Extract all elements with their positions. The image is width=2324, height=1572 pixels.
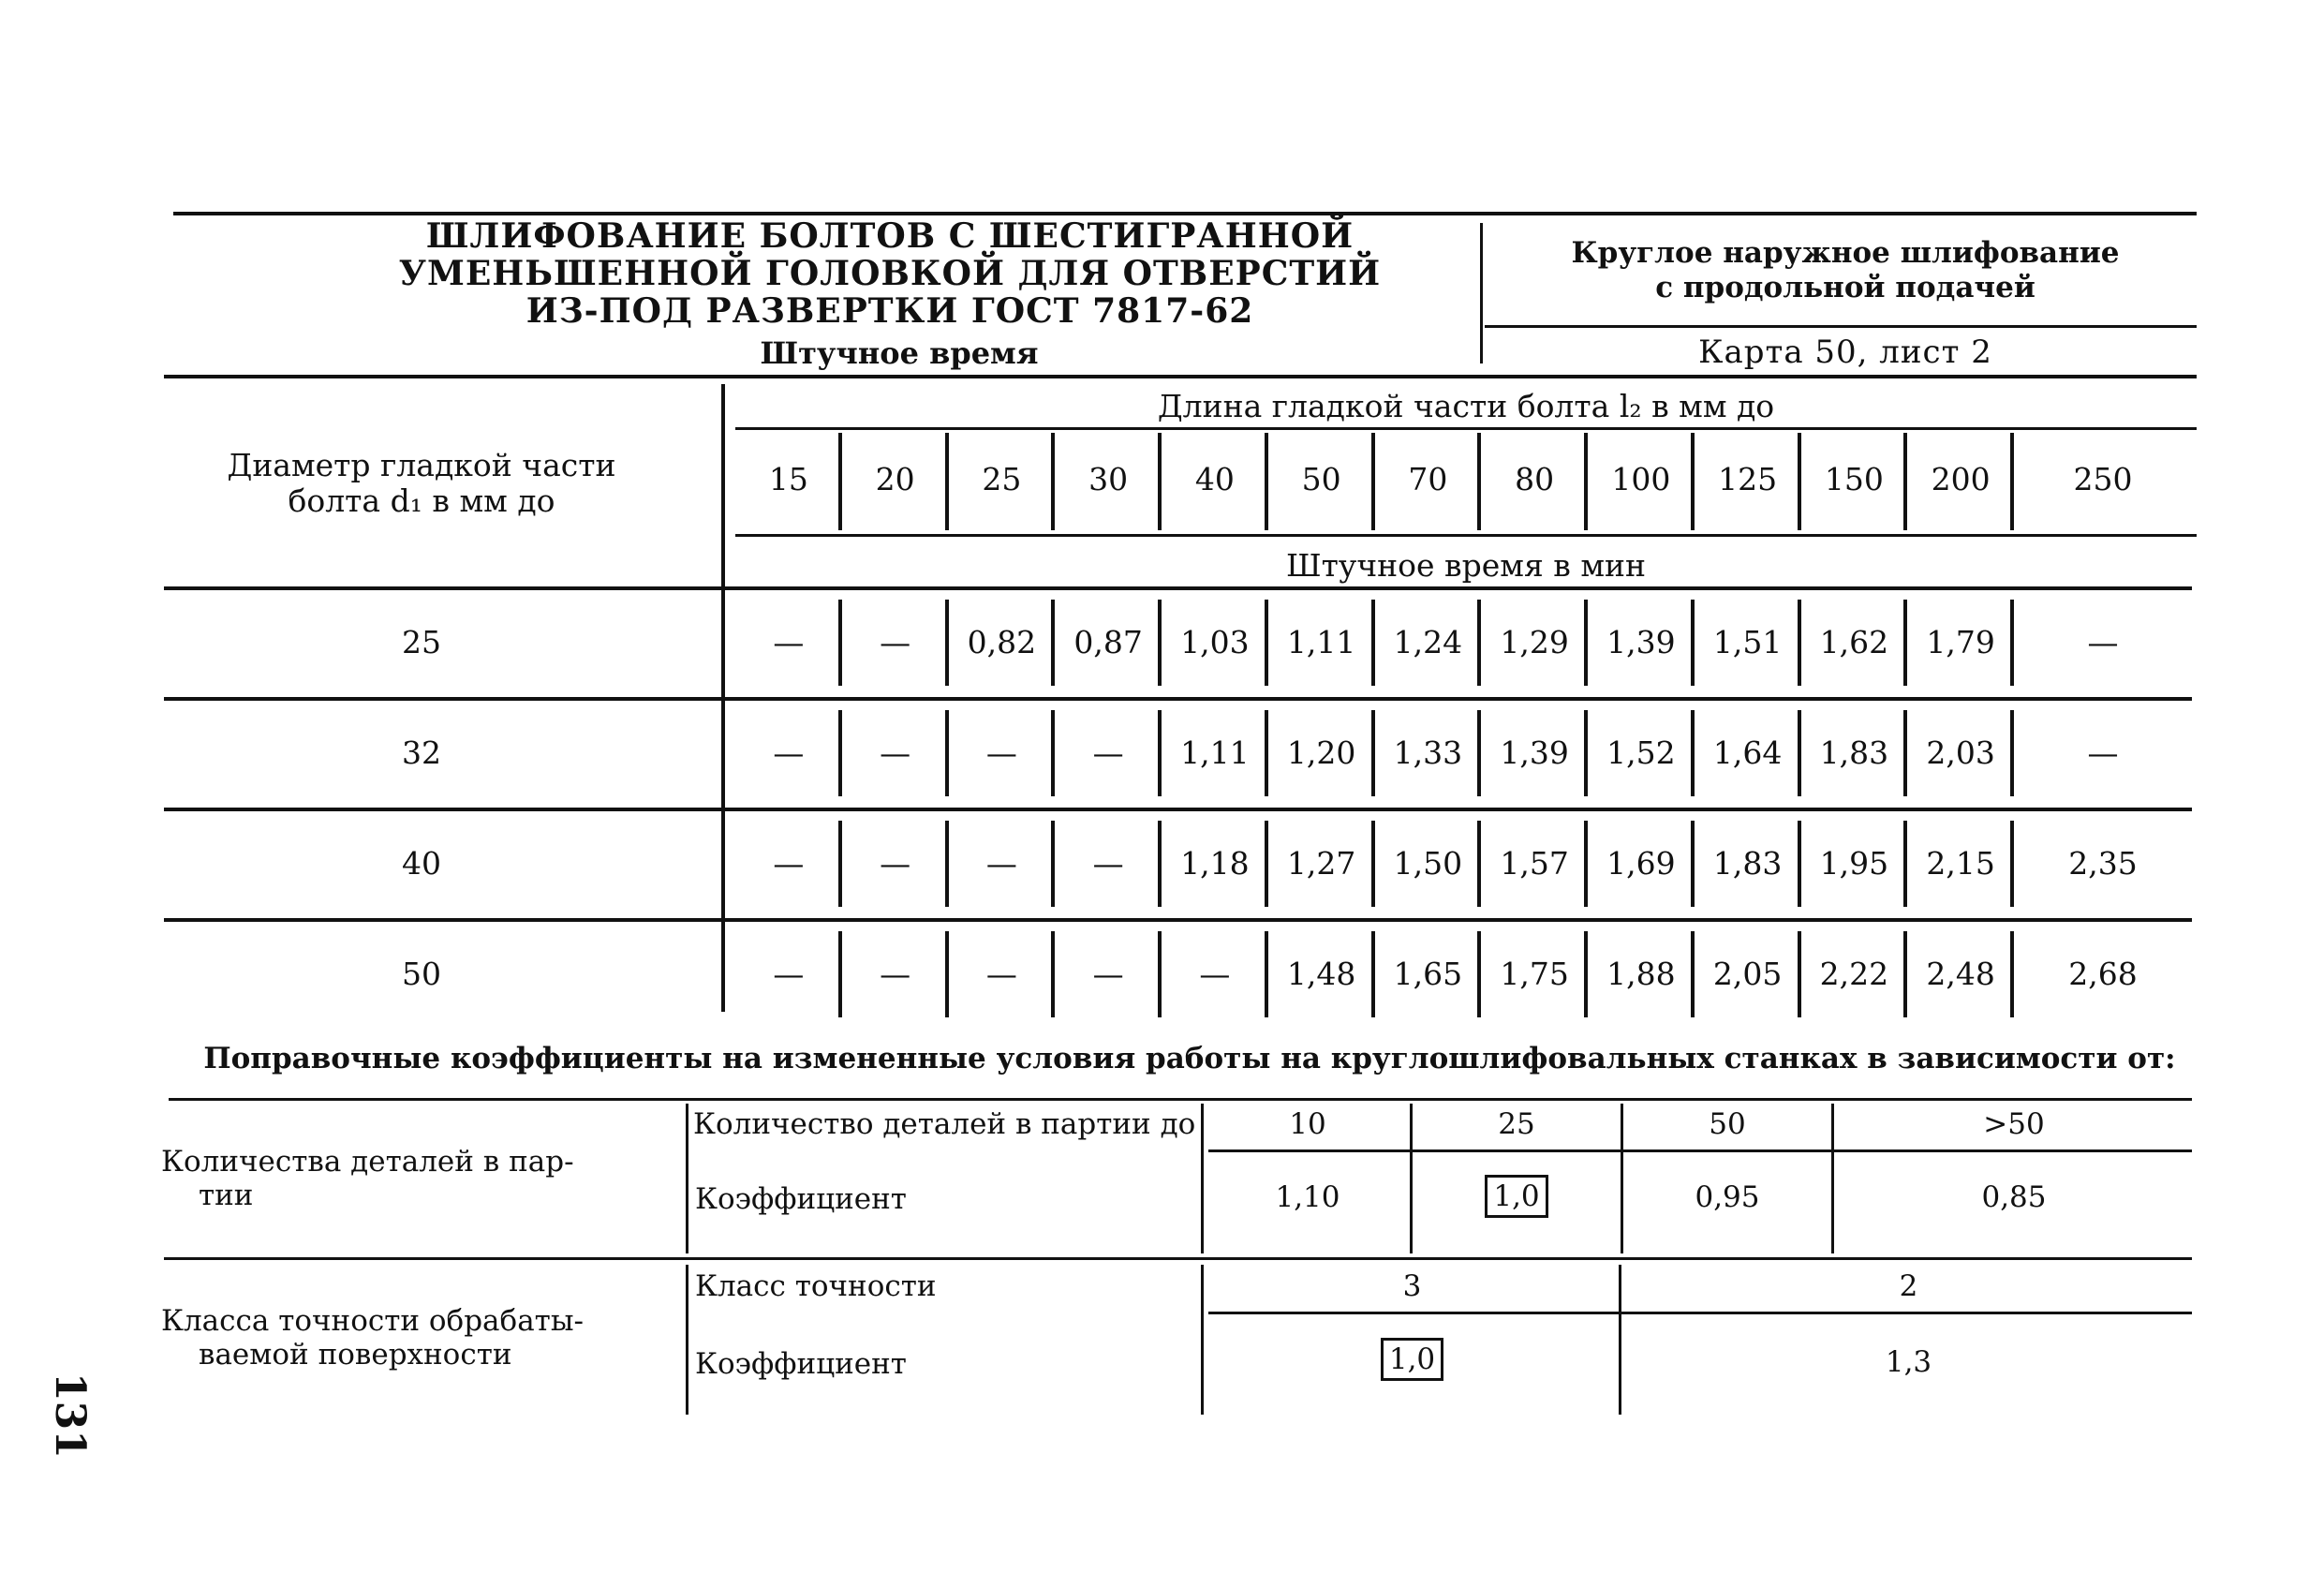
qty-div-1 — [1201, 1104, 1204, 1253]
time-col-divider — [1798, 821, 1801, 907]
time-cell: 1,11 — [1180, 734, 1250, 771]
acc-mid-rule — [1208, 1312, 2192, 1314]
time-cell: — — [880, 624, 911, 660]
time-col-divider — [1903, 931, 1907, 1017]
time-col-divider — [945, 600, 949, 686]
time-col-divider — [838, 600, 842, 686]
length-col-divider — [1051, 433, 1055, 530]
time-col-divider — [1371, 600, 1375, 686]
page-title — [309, 217, 1471, 330]
time-cell: 2,03 — [1926, 734, 1995, 771]
qty-coef-3: 0,95 — [1695, 1180, 1760, 1214]
time-cell: 0,82 — [967, 624, 1037, 660]
time-col-divider — [838, 710, 842, 796]
length-col-divider — [1371, 433, 1375, 530]
qty-label-line-2: тии — [199, 1179, 254, 1212]
time-caption: Штучное время в мин — [1286, 547, 1646, 584]
time-col-divider — [1798, 710, 1801, 796]
time-col-divider — [1477, 710, 1481, 796]
time-cell: 1,95 — [1819, 845, 1889, 882]
time-cell: — — [880, 845, 911, 882]
time-cell: 1,39 — [1606, 624, 1676, 660]
title-line-3: ИЗ-ПОД РАЗВЕРТКИ ГОСТ 7817-62 — [525, 291, 1254, 331]
qty-coef-2-wrap — [1414, 1175, 1619, 1218]
time-col-divider — [945, 931, 949, 1017]
time-cell: 1,27 — [1286, 845, 1356, 882]
time-col-divider — [1798, 600, 1801, 686]
header-divider — [1480, 223, 1483, 363]
acc-top-rule — [164, 1257, 2192, 1260]
length-col-1: 20 — [875, 461, 915, 497]
time-cell: — — [880, 734, 911, 771]
time-col-divider — [1051, 710, 1055, 796]
acc-label-line-2: ваемой поверхности — [199, 1338, 512, 1372]
time-cell: 2,68 — [2068, 956, 2138, 992]
corrections-title: Поправочные коэффициенты на измененные условия работы на круглошлифовальных станках в зависимости от: — [203, 1042, 2176, 1075]
row-rule — [164, 808, 2192, 811]
row-header — [187, 448, 656, 519]
acc-coef-1: 1,0 — [1381, 1338, 1443, 1381]
row-diameter: 32 — [402, 734, 441, 771]
qty-coef-4: 0,85 — [1981, 1180, 2047, 1214]
time-col-divider — [1584, 821, 1588, 907]
qty-div-4 — [1831, 1104, 1834, 1253]
time-cell: — — [985, 734, 1017, 771]
row-rule — [164, 918, 2192, 922]
time-col-divider — [1584, 931, 1588, 1017]
row-diameter: 50 — [402, 956, 441, 992]
time-cell: — — [773, 624, 805, 660]
qty-top-rule — [169, 1098, 2192, 1101]
length-col-6: 70 — [1408, 461, 1448, 497]
operation-title — [1499, 236, 2192, 305]
time-cell: — — [1092, 734, 1124, 771]
card-number: Карта 50, лист 2 — [1698, 334, 1992, 371]
row-header-line-1: Диаметр гладкой части — [227, 447, 616, 483]
time-col-divider — [1158, 710, 1162, 796]
time-col-divider — [2010, 600, 2014, 686]
time-col-divider — [1477, 931, 1481, 1017]
qty-div-2 — [1410, 1104, 1413, 1253]
time-cell: 1,33 — [1393, 734, 1463, 771]
row-header-line-2: болта d₁ в мм до — [288, 482, 555, 519]
time-cell: — — [773, 734, 805, 771]
qty-mid-rule — [1208, 1149, 2192, 1152]
col-header-rule — [735, 427, 2197, 430]
time-col-divider — [1158, 931, 1162, 1017]
time-cell: — — [985, 845, 1017, 882]
time-col-divider — [1584, 600, 1588, 686]
acc-left-divider — [686, 1265, 688, 1415]
time-cell: 1,52 — [1606, 734, 1676, 771]
table-top-rule — [164, 375, 2197, 378]
time-col-divider — [1051, 931, 1055, 1017]
time-cell: — — [880, 956, 911, 992]
qty-label-line-1: Количества деталей в пар- — [161, 1145, 574, 1179]
time-cell: 1,18 — [1180, 845, 1250, 882]
time-cell: 1,88 — [1606, 956, 1676, 992]
acc-label — [161, 1304, 648, 1372]
length-col-divider — [1798, 433, 1801, 530]
time-col-divider — [1265, 931, 1268, 1017]
time-col-divider — [1051, 600, 1055, 686]
qty-div-3 — [1621, 1104, 1623, 1253]
qty-label — [161, 1145, 629, 1212]
title-line-1: ШЛИФОВАНИЕ БОЛТОВ С ШЕСТИГРАННОЙ — [425, 216, 1354, 256]
length-col-divider — [1158, 433, 1162, 530]
time-col-divider — [1265, 821, 1268, 907]
time-cell: 1,65 — [1393, 956, 1463, 992]
length-col-divider — [1903, 433, 1907, 530]
time-cell: 1,03 — [1180, 624, 1250, 660]
time-cell: 1,50 — [1393, 845, 1463, 882]
time-col-divider — [1265, 600, 1268, 686]
length-col-10: 150 — [1824, 461, 1884, 497]
time-cell: 1,24 — [1393, 624, 1463, 660]
length-col-8: 100 — [1611, 461, 1671, 497]
acc-div-2 — [1619, 1265, 1621, 1415]
time-cell: 1,57 — [1500, 845, 1569, 882]
length-col-divider — [1265, 433, 1268, 530]
lengths-rule — [735, 534, 2197, 537]
length-col-9: 125 — [1718, 461, 1778, 497]
time-col-divider — [1477, 821, 1481, 907]
title-line-2: УМЕНЬШЕННОЙ ГОЛОВКОЙ ДЛЯ ОТВЕРСТИЙ — [398, 254, 1382, 293]
top-rule — [173, 212, 2197, 215]
operation-line-1: Круглое наружное шлифование — [1571, 236, 2120, 270]
time-col-divider — [1477, 600, 1481, 686]
time-cell: — — [773, 845, 805, 882]
time-cell: 2,15 — [1926, 845, 1995, 882]
time-col-divider — [1903, 600, 1907, 686]
time-cell: — — [985, 956, 1017, 992]
time-col-divider — [1691, 600, 1695, 686]
time-cell: 2,35 — [2068, 845, 2138, 882]
time-col-divider — [1158, 821, 1162, 907]
acc-div-1 — [1201, 1265, 1204, 1415]
operation-line-2: с продольной подачей — [1655, 271, 2035, 304]
time-col-divider — [1371, 821, 1375, 907]
time-col-divider — [838, 821, 842, 907]
time-cell: 1,69 — [1606, 845, 1676, 882]
time-cell: 1,83 — [1712, 845, 1783, 882]
length-col-3: 30 — [1088, 461, 1129, 497]
time-col-divider — [2010, 931, 2014, 1017]
acc-param-2: 2 — [1899, 1269, 1918, 1303]
qty-param-4: >50 — [1983, 1107, 2045, 1141]
time-col-divider — [1691, 821, 1695, 907]
time-cell: 1,75 — [1500, 956, 1569, 992]
length-col-0: 15 — [768, 461, 808, 497]
acc-param-1: 3 — [1402, 1269, 1422, 1303]
time-col-divider — [1051, 821, 1055, 907]
length-col-11: 200 — [1931, 461, 1991, 497]
time-cell: — — [773, 956, 805, 992]
page-number: 131 — [46, 1372, 94, 1459]
time-col-divider — [1691, 710, 1695, 796]
time-col-divider — [945, 821, 949, 907]
time-cell: 1,48 — [1286, 956, 1356, 992]
acc-param-label: Класс точности — [695, 1269, 937, 1303]
qty-param-label: Количество деталей в партии до — [693, 1107, 1196, 1141]
qty-left-divider — [686, 1104, 688, 1253]
qty-coef-1: 1,10 — [1275, 1180, 1340, 1214]
time-col-divider — [945, 710, 949, 796]
length-col-divider — [2010, 433, 2014, 530]
time-col-divider — [1371, 710, 1375, 796]
time-cell: 1,83 — [1819, 734, 1889, 771]
time-cell: 0,87 — [1073, 624, 1143, 660]
card-rule — [1485, 325, 2197, 328]
time-cell: 1,29 — [1500, 624, 1569, 660]
time-col-divider — [1903, 710, 1907, 796]
acc-coef-label: Коэффициент — [695, 1347, 907, 1381]
acc-coef-1-wrap — [1208, 1338, 1616, 1381]
length-col-5: 50 — [1301, 461, 1341, 497]
time-col-divider — [1691, 931, 1695, 1017]
column-header: Длина гладкой части болта l₂ в мм до — [1157, 388, 1775, 424]
acc-label-line-1: Класса точности обрабаты- — [161, 1304, 584, 1338]
time-cell: 2,48 — [1926, 956, 1995, 992]
length-col-divider — [838, 433, 842, 530]
length-col-4: 40 — [1194, 461, 1235, 497]
row-rule — [164, 586, 2192, 590]
qty-coef-label: Коэффициент — [695, 1182, 907, 1216]
time-cell: 1,64 — [1712, 734, 1783, 771]
row-rule — [164, 697, 2192, 701]
length-col-12: 250 — [2073, 461, 2133, 497]
length-col-divider — [945, 433, 949, 530]
time-cell: 2,22 — [1819, 956, 1889, 992]
time-col-divider — [1798, 931, 1801, 1017]
time-cell: 1,51 — [1712, 624, 1783, 660]
time-cell: — — [1092, 956, 1124, 992]
row-diameter: 40 — [402, 845, 441, 882]
length-col-2: 25 — [982, 461, 1022, 497]
row-diameter: 25 — [402, 624, 441, 660]
subheading: Штучное время — [760, 335, 1039, 371]
time-col-divider — [1584, 710, 1588, 796]
time-cell: 1,79 — [1926, 624, 1995, 660]
time-cell: 1,20 — [1286, 734, 1356, 771]
acc-coef-2: 1,3 — [1885, 1345, 1932, 1379]
time-cell: 1,62 — [1819, 624, 1889, 660]
time-cell: 1,39 — [1500, 734, 1569, 771]
qty-param-2: 25 — [1498, 1107, 1535, 1141]
time-col-divider — [838, 931, 842, 1017]
qty-param-1: 10 — [1289, 1107, 1326, 1141]
time-cell: — — [1199, 956, 1231, 992]
time-cell: 2,05 — [1712, 956, 1783, 992]
time-cell: — — [2087, 734, 2119, 771]
time-col-divider — [2010, 821, 2014, 907]
qty-param-3: 50 — [1709, 1107, 1746, 1141]
time-col-divider — [1265, 710, 1268, 796]
time-cell: 1,11 — [1286, 624, 1356, 660]
time-cell: — — [1092, 845, 1124, 882]
qty-coef-2: 1,0 — [1485, 1175, 1547, 1218]
time-col-divider — [1158, 600, 1162, 686]
time-col-divider — [1371, 931, 1375, 1017]
length-col-divider — [1691, 433, 1695, 530]
time-col-divider — [2010, 710, 2014, 796]
time-cell: — — [2087, 624, 2119, 660]
length-col-7: 80 — [1515, 461, 1555, 497]
time-col-divider — [1903, 821, 1907, 907]
length-col-divider — [1477, 433, 1481, 530]
length-col-divider — [1584, 433, 1588, 530]
